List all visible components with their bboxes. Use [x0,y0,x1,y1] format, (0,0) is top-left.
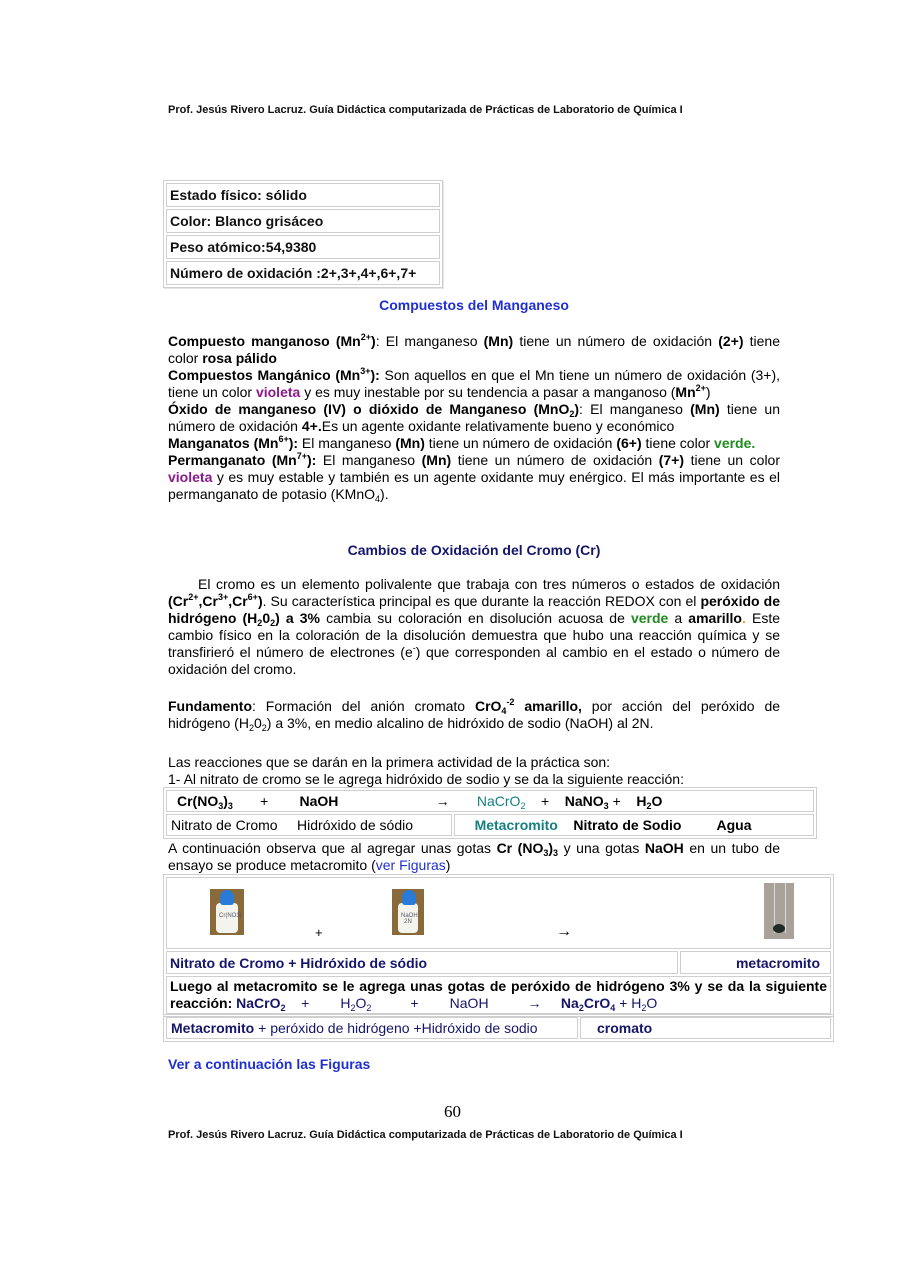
equation1-reactant-names: Nitrato de Cromo Hidróxido de sódio [166,814,452,836]
paragraph-manganatos: Manganatos $(Mn^{6+})$: El manganeso (Mn) tiene un número de oxidación (6+) tiene color verde. [168,434,756,451]
test-tube-metacromito-image [764,883,794,939]
see-figures-link[interactable]: Ver a continuación las Figuras [168,1056,371,1072]
paragraph-manganico: Compuestos Mangánico $(Mn^{3+})$: Son aquellos en que el Mn tiene un número de oxidación (3+), tiene un color violeta y es muy inestable por su tendencia a pasar a manganoso $(Mn^{2+})$ [168,366,781,400]
reactions-intro: Las reacciones que se darán en la primera actividad de la práctica son: [168,754,611,770]
property-oxidation-numbers: Número de oxidación :2+,3+,4+,6+,7+ [166,261,440,285]
section-title-manganese: Compuestos del Manganeso [379,297,569,313]
property-physical-state: Estado físico: sólido [166,183,440,207]
ver-figuras-link[interactable]: ver Figuras [375,857,446,873]
observation-paragraph: A continuación observa que al agregar unas gotas Cr $(NO_3)_3$ y una gotas NaOH en un tubo de ensayo se produce metacromito (ver Figuras) [168,840,780,873]
equation1-product-names: Metacromito Nitrato de Sodio Agua [454,814,814,836]
reaction2-names-table [163,1014,834,1042]
sodium-hydroxide-bottle-image: NaOH 2N [392,889,424,935]
reaction2-product-name: cromato [580,1017,831,1039]
figure-caption-product: metacromito [680,951,831,974]
plus-sign: + [315,925,323,940]
reaction2-reactant-names: Metacromito + peróxido de hidrógeno +Hidróxido de sodio [166,1017,578,1039]
page-number: 60 [444,1102,461,1121]
section-title-chromium: Cambios de Oxidación del Cromo (Cr) [347,542,601,558]
figure-table [163,874,834,1017]
manganese-compounds-text [168,333,780,503]
paragraph-manganoso: Compuesto manganoso $(Mn^{2+})$: El manganeso (Mn) tiene un número de oxidación (2+) tiene color rosa pálido [168,332,781,366]
page-footer: Prof. Jesús Rivero Lacruz. Guía Didáctica computarizada de Prácticas de Laboratorio de Química I [168,1129,683,1141]
property-atomic-weight: Peso atómico:54,9380 [166,235,440,259]
figure-caption-reactants: Nitrato de Cromo + Hidróxido de sódio [166,951,678,974]
chromium-nitrate-bottle-image: Cr(NO3) [210,889,244,935]
equation1-table [163,787,817,839]
chromium-intro-paragraph: El cromo es un elemento polivalente que trabaja con tres números o estados de oxidación $(Cr^{2+},Cr^{3+},Cr^{6+})$. Su característica principal es que durante la reacción REDOX con el peróxido de hidrógeno $(H_20_2)$ a 3% cambia su coloración en disolución acuosa de verde a amarillo. Este cambio físico en la coloración de la disolución demuestra que hubo una reacción química y se transfirieró el número de electrones (e-) que corresponden al cambio en el estado o número de oxidación del cromo. [168,576,781,677]
element-properties-table [163,180,443,288]
fundamento-paragraph: Fundamento: Formación del anión cromato CrO$_4^{-2}$ amarillo, por acción del peróxido de hidrógeno $(H_20_2)$ a 3%, en medio alcalino de hidróxido de sodio (NaOH) al 2N. [168,697,781,733]
reaction2-description: Luego al metacromito se le agrega unas gotas de peróxido de hidrógeno 3% y se da la siguiente reacción: NaCrO$_2$ + $H_2O_2$ + NaOH → $Na_2CrO_4 + H_2O$ [166,976,831,1014]
paragraph-dioxido: Óxido de manganeso (IV) o dióxido de Manganeso (MnO$_2$): El manganeso (Mn) tiene un número de oxidación 4+.Es un agente oxidante relativamente bueno y económico [168,401,781,434]
page-header: Prof. Jesús Rivero Lacruz. Guía Didáctica computarizada de Prácticas de Laboratorio de Química I [168,104,683,116]
paragraph-permanganato: Permanganato $(Mn^{7+})$: El manganeso (Mn) tiene un número de oxidación (7+) tiene un color violeta y es muy estable y también es un agente oxidante muy enérgico. El más importante es el permanganato de potasio (KMnO$_4$). [168,451,780,504]
reaction1-intro: 1- Al nitrato de cromo se le agrega hidróxido de sodio y se da la siguiente reacción: [168,771,684,787]
property-color: Color: Blanco grisáceo [166,209,440,233]
arrow-icon: → [556,923,572,940]
figure-images-row [166,877,831,949]
equation1-formula: $Cr(NO_3)_3$ + NaOH → NaCrO$_2$ + NaNO$_3$ + $H_2O$ [166,790,814,812]
